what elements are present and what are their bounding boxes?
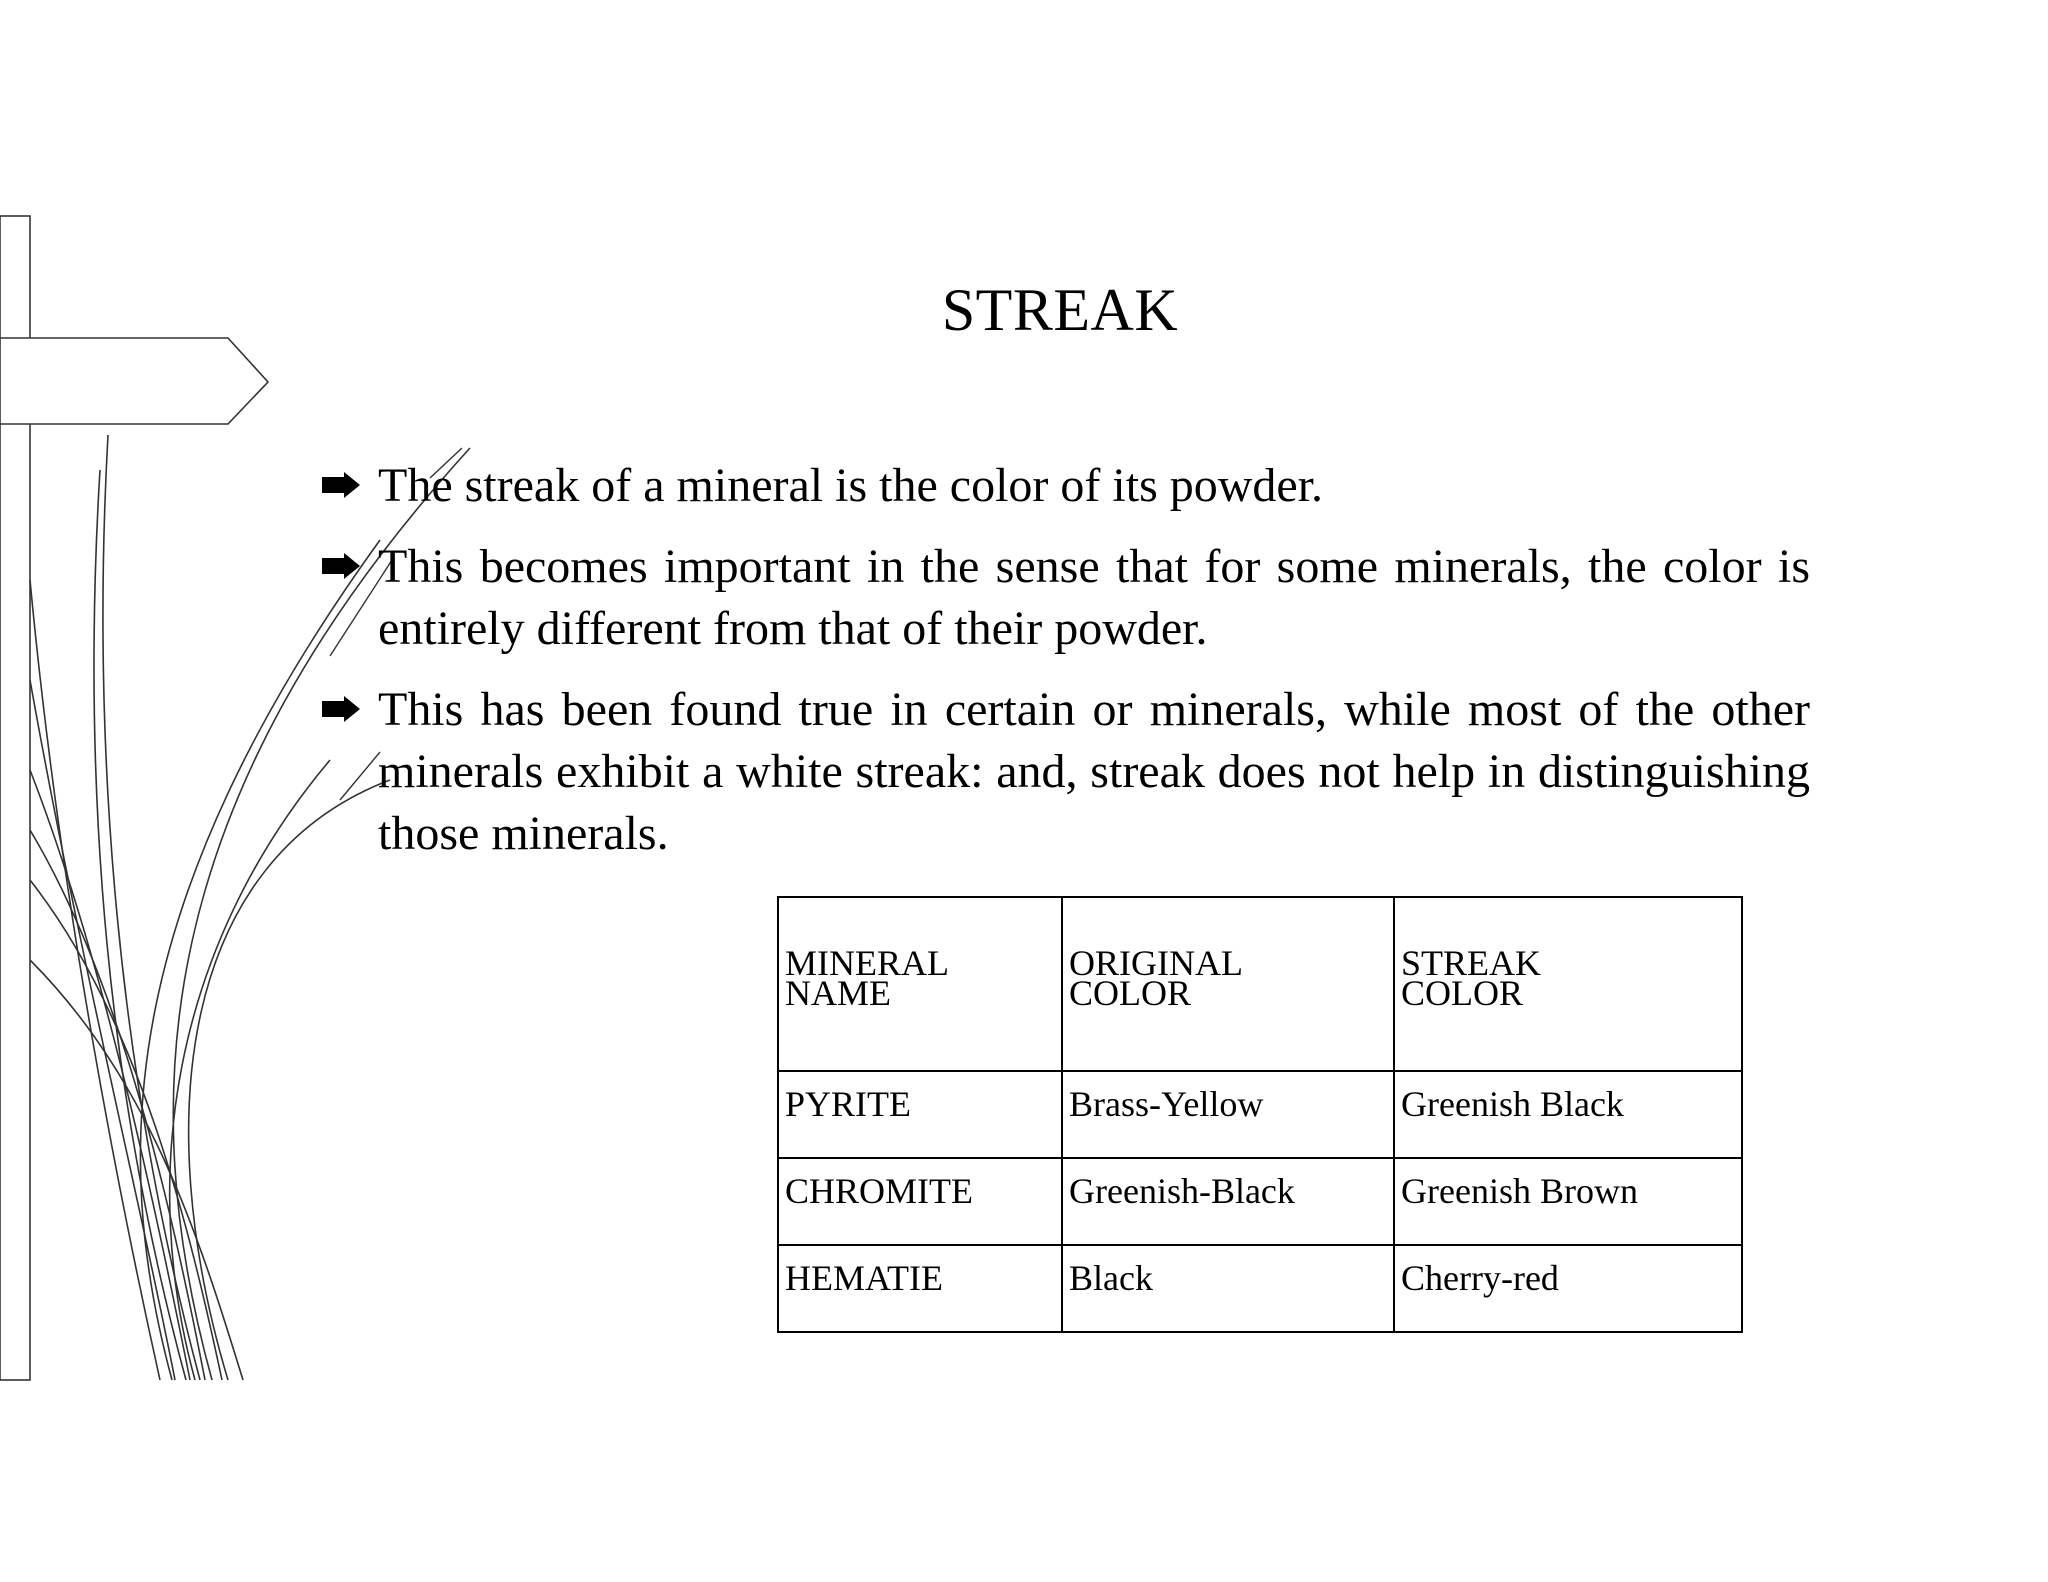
bullet-item [318, 455, 1810, 517]
bullet-list [318, 455, 1810, 884]
header-original-color [1062, 897, 1394, 1071]
header-line: NAME [785, 973, 891, 1013]
right-pointing-arrow-icon [322, 696, 360, 722]
bullet-item [318, 536, 1810, 660]
table-cell: Greenish Black [1394, 1071, 1742, 1158]
table-header-row [778, 897, 1742, 1071]
header-line: ORIGINAL [1069, 943, 1243, 983]
bullet-item [318, 679, 1810, 865]
streak-table [777, 896, 1743, 1333]
right-pointing-arrow-icon [322, 472, 360, 498]
table-cell: Greenish-Black [1062, 1158, 1394, 1245]
header-line: MINERAL [785, 943, 949, 983]
table-cell: CHROMITE [778, 1158, 1062, 1245]
header-line: COLOR [1401, 973, 1524, 1013]
header-line: COLOR [1069, 973, 1192, 1013]
right-pointing-arrow-icon [322, 553, 360, 579]
table-row [778, 1245, 1742, 1332]
table-row [778, 1071, 1742, 1158]
streak-table-container [777, 896, 1743, 1333]
table-cell: HEMATIE [778, 1245, 1062, 1332]
table-cell: PYRITE [778, 1071, 1062, 1158]
bullet-text: The streak of a mineral is the color of its powder. [378, 459, 1324, 512]
table-cell: Greenish Brown [1394, 1158, 1742, 1245]
bullet-text: This becomes important in the sense that for some minerals, the color is entirely different from that of their powder. [378, 540, 1810, 655]
header-line: STREAK [1401, 943, 1542, 983]
table-row [778, 1158, 1742, 1245]
header-mineral-name [778, 897, 1062, 1071]
table-cell: Cherry-red [1394, 1245, 1742, 1332]
table-cell: Black [1062, 1245, 1394, 1332]
bullet-text: This has been found true in certain or minerals, while most of the other minerals exhibit a white streak: and, streak does not help in distinguishing those minerals. [378, 683, 1810, 860]
header-streak-color [1394, 897, 1742, 1071]
table-cell: Brass-Yellow [1062, 1071, 1394, 1158]
slide-title: STREAK [941, 277, 1179, 343]
